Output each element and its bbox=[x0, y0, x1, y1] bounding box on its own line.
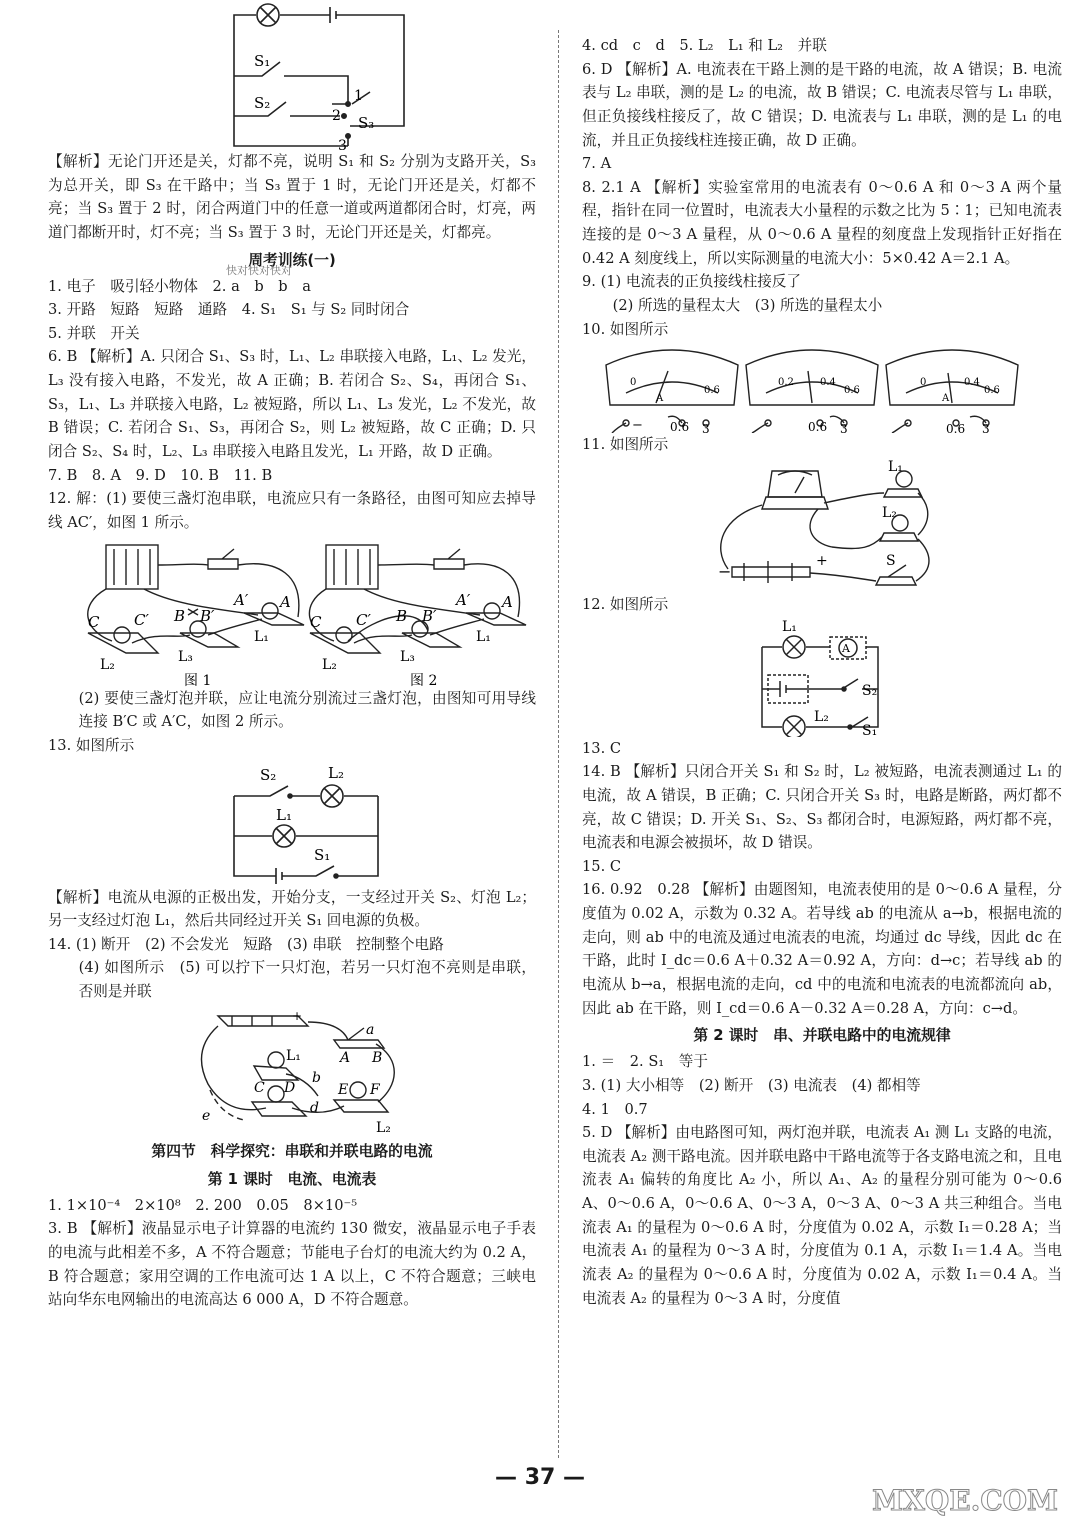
fig13-label-l2: L₂ bbox=[328, 763, 344, 782]
fig-label-2: 2 bbox=[332, 108, 341, 124]
section-title-4-1: 第 1 课时 电流、电流表 bbox=[207, 1170, 377, 1188]
analysis-paragraph-13: 【解析】电流从电源的正极出发，开始分支，一支经过开关 S₂、灯泡 L₂；另一支经过灯泡 L₁，然后共同经过开关 S₁ 回电源的负极。 bbox=[48, 888, 536, 930]
fig-11-ammeter-circuit bbox=[582, 457, 1062, 593]
fig1-label-l1: L₁ bbox=[254, 628, 269, 645]
fig1-label-bp: B′ bbox=[200, 606, 215, 625]
answer-line-6: 6. B 【解析】A. 只闭合 S₁、S₃ 时，L₁、L₂ 串联接入电路，L₁、L₂ 发光，L₃ 没有接入电路，不发光，故 A 正确；B. 若闭合 S₂、S₄，再闭合 S₁、S₃，L₁、L₃ 并联接入电路，L₂ 被短路，所以 L₁、L₃ 发光，L₂ 不发光，故 B 错误；C. 若闭合 S₁、S₃，再闭合 S₂，则 L₂ 被短路，故 C 正确；D. 只闭合 S₂、S₄ 时，L₂、L₃ 串联接入电路且发光，L₁ 开路，故 D 正确。 bbox=[48, 348, 536, 461]
fig14-label-A: A bbox=[340, 1049, 351, 1066]
fig14-label-b-small: b bbox=[312, 1069, 321, 1086]
answer-line-s5: 5. D 【解析】由电路图可知，两灯泡并联，电流表 A₁ 测 L₁ 支路的电流，电流表 A₂ 测干路电流。因并联电路中干路电流等于各支路电流之和，且电流表 A₁ 偏转的角度比 A₂ 小，所以 A₁、A₂ 的量程分别可能为 0～0.6 A、0～0.6 A，0～0.6 A、0～3 A，0～3 A、0～3 A 共三种组合。当电流表 A₁ 的量程为 0～0.6 A 时，分度值为 0.02 A，示数 I₁＝0.28 A；当电流表 A₁ 的量程为 0～3 A 时，分度值为 0.1 A，示数 I₁＝1.4 A。当电流表 A₂ 的量程为 0～0.6 A 时，分度值为 0.02 A，示数 I₁＝0.4 A。当电流表 A₂ 的量程为 0～3 A 时，分度值 bbox=[582, 1124, 1062, 1307]
dial2-terminal-06: 0.6 bbox=[808, 420, 828, 434]
fig-12-parallel-ammeter-circuit bbox=[582, 617, 1062, 737]
left-column bbox=[48, 0, 536, 1312]
watermark-small: 快对快对快对 bbox=[226, 264, 292, 277]
fig14-label-F: F bbox=[370, 1081, 380, 1098]
fig2-label-b: B bbox=[396, 606, 408, 625]
answer-line-s3: 3. (1) 大小相等 (2) 断开 (3) 电流表 (4) 都相等 bbox=[582, 1076, 921, 1094]
dial1-unit: A bbox=[656, 393, 664, 405]
fig-label-1: 1 bbox=[354, 88, 363, 104]
fig2-label-ap: A′ bbox=[456, 590, 471, 609]
fig14-label-e: e bbox=[202, 1107, 211, 1124]
fig-label-3: 3 bbox=[338, 138, 347, 150]
answer-line-r11: 11. 如图所示 bbox=[582, 436, 669, 454]
answer-line-3: 3. 开路 短路 短路 通路 4. S₁ S₁ 与 S₂ 同时闭合 bbox=[48, 301, 410, 319]
page-number: — 37 — bbox=[495, 1465, 585, 1490]
fig2-label-l2: L₂ bbox=[322, 656, 337, 673]
fig12r-label-s2: S₂ bbox=[862, 682, 878, 699]
svg-text:MXQE.COM: MXQE.COM bbox=[872, 1484, 1058, 1516]
dial2-tick-02: 0.2 bbox=[778, 377, 794, 389]
door-switch-circuit-figure bbox=[48, 0, 536, 150]
fig14-label-a-small: a bbox=[366, 1021, 375, 1038]
dial1-tick-0: 0 bbox=[630, 377, 637, 389]
section-title-4-2: 第 2 课时 串、并联电路中的电流规律 bbox=[693, 1027, 951, 1045]
dial1-terminal-3: 3 bbox=[702, 422, 710, 434]
column-divider bbox=[558, 30, 559, 1458]
fig2-label-l3: L₃ bbox=[400, 648, 415, 665]
dial3-tick-0: 0 bbox=[920, 377, 927, 389]
answer-line-r7: 7. A bbox=[582, 155, 612, 173]
fig2-label-a: A bbox=[502, 592, 513, 611]
answer-line-5: 5. 并联 开关 bbox=[48, 324, 140, 342]
answer-line-1b: 1. 1×10⁻⁴ 2×10⁸ 2. 200 0.05 8×10⁻⁵ bbox=[48, 1196, 358, 1214]
dial1-tick-06: 0.6 bbox=[704, 385, 720, 397]
fig13-label-l1: L₁ bbox=[276, 805, 292, 824]
answer-line-r6: 6. D 【解析】A. 电流表在干路上测的是干路的电流，故 A 错误；B. 电流表与 L₂ 串联，测的是 L₂ 的电流，故 B 错误；C. 电流表尽管与 L₁ 串联，但正负接线柱接反了，故 C 错误；D. 电流表与 L₁ 串联，测的是 L₁ 的电流，并且正负接线柱连接正确，故 D 正确。 bbox=[582, 60, 1062, 149]
fig1-label-l3: L₃ bbox=[178, 648, 193, 665]
fig-13-parallel-circuit bbox=[48, 758, 536, 886]
fig12r-label-s1: S₁ bbox=[862, 722, 878, 737]
answer-line-14a: 14. (1) 断开 (2) 不会发光 短路 (3) 串联 控制整个电路 bbox=[48, 935, 444, 953]
fig2-caption: 图 2 bbox=[410, 672, 438, 687]
answer-line-s4: 4. 1 0.7 bbox=[582, 1100, 648, 1118]
answer-line-s1: 1. ＝ 2. S₁ 等于 bbox=[582, 1053, 708, 1071]
answer-line-r16: 16. 0.92 0.28 【解析】由题图知，电流表使用的是 0～0.6 A 量程，分度值为 0.02 A，示数为 0.32 A。若导线 ab 的电流从 a→b，根据电流的走向，则 ab 中的电流及通过电流表的电流，均通过 dc 导线，因此 dc 在干路，此时 I_dc＝0.6 A＋0.32 A＝0.92 A，方向：d→c；若导线 ab 的电流从 b→a，根据电流的走向，cd 中的电流和电流表的电流都流向 ab，因此 ab 在干路，则 I_cd＝0.6 A－0.32 A＝0.28 A，方向：c→d。 bbox=[582, 881, 1062, 1017]
fig1-label-cp: C′ bbox=[134, 610, 149, 629]
fig2-label-c: C bbox=[310, 612, 322, 631]
site-watermark-logo bbox=[872, 1464, 1062, 1516]
fig-label-s1: S₁ bbox=[254, 52, 271, 70]
answer-line-13: 13. 如图所示 bbox=[48, 736, 135, 754]
answer-line-r13: 13. C bbox=[582, 739, 622, 757]
dial3-terminal-3: 3 bbox=[982, 422, 990, 434]
answer-line-3b: 3. B 【解析】液晶显示电子计算器的电流约 130 微安，液晶显示电子手表的电流与此相差不多，A 不符合题意；节能电子台灯的电流大约为 0.2 A，B 符合题意；家用空调的工作电流可达 1 A 以上，C 不符合题意；三峡电站向华东电网输出的电流高达 6 000 A，D 不符合题意。 bbox=[48, 1220, 536, 1309]
fig12r-label-l2: L₂ bbox=[814, 708, 829, 725]
dial3-tick-06: 0.6 bbox=[984, 385, 1000, 397]
dial2-tick-06: 0.6 bbox=[844, 385, 860, 397]
dial3-tick-04: 0.4 bbox=[964, 377, 980, 389]
analysis-paragraph: 【解析】无论门开还是关，灯都不亮，说明 S₁ 和 S₂ 分别为支路开关，S₃ 为总开关，即 S₃ 在干路中；当 S₃ 置于 1 时，无论门开还是关，灯都不亮；当 S₃ 置于 2 时，闭合两道门中的任意一道或两道都闭合时，灯亮，两道门都断开时，灯不亮；当 S₃ 置于 3 时，无论门开还是关，灯都亮。 bbox=[48, 153, 536, 241]
fig13-label-s2: S₂ bbox=[260, 765, 277, 784]
dial3-unit: A bbox=[942, 393, 950, 405]
answer-line-r9a: 9. (1) 电流表的正负接线柱接反了 bbox=[582, 273, 801, 291]
fig14-label-B: B bbox=[372, 1049, 383, 1066]
fig-label-s3: S₃ bbox=[358, 114, 375, 132]
answer-line-14b: (4) 如图所示 (5) 可以拧下一只灯泡，若另一只灯泡不亮则是串联，否则是并联 bbox=[78, 959, 536, 1001]
answer-line-r14: 14. B 【解析】只闭合开关 S₁ 和 S₂ 时，L₂ 被短路，电流表测通过 L₁ 的电流，故 A 错误，B 正确；C. 只闭合开关 S₃ 时，电路是断路，两灯都不亮，故 C 错误；D. 开关 S₁、S₂、S₃ 都闭合时，电源短路，两灯都不亮，电流表和电源会被损坏，故 D 错误。 bbox=[582, 763, 1062, 852]
fig14-label-l1: L₁ bbox=[286, 1047, 301, 1064]
fig1-label-a: A bbox=[280, 592, 291, 611]
fig2-label-l1: L₁ bbox=[476, 628, 491, 645]
dial3-terminal-06: 0.6 bbox=[946, 422, 966, 434]
fig14-label-d: d bbox=[310, 1099, 319, 1116]
section-title-weekly-test: 周考训练(一) bbox=[248, 251, 336, 269]
fig14-label-E: E bbox=[338, 1081, 349, 1098]
fig2-label-cp: C′ bbox=[356, 610, 371, 629]
dial1-terminal-06: 0.6 bbox=[670, 420, 690, 434]
dial1-terminal-minus: − bbox=[632, 418, 643, 434]
battery-plus: + bbox=[292, 1008, 303, 1023]
right-column bbox=[582, 0, 1062, 1310]
fig11-label-s: S bbox=[886, 552, 896, 569]
fig-14-series-lamps bbox=[48, 1004, 536, 1136]
fig-label-s2: S₂ bbox=[254, 94, 271, 112]
fig13-label-s1: S₁ bbox=[314, 845, 331, 864]
fig12r-ammeter-label: A bbox=[842, 641, 850, 655]
fig-1-and-2-lamp-circuits bbox=[48, 535, 536, 687]
fig11-label-plus: + bbox=[816, 552, 828, 569]
answer-line-12b: (2) 要使三盏灯泡并联，应让电流分别流过三盏灯泡，由图知可用导线连接 B′C 或 A′C，如图 2 所示。 bbox=[78, 689, 536, 731]
dial2-terminal-3: 3 bbox=[840, 422, 848, 434]
fig1-label-b: B bbox=[174, 606, 186, 625]
answer-line-r4: 4. cd c d 5. L₂ L₁ 和 L₂ 并联 bbox=[582, 37, 827, 54]
fig1-label-ap: A′ bbox=[234, 590, 249, 609]
fig14-label-D: D bbox=[284, 1079, 296, 1096]
answer-line-7: 7. B 8. A 9. D 10. B 11. B bbox=[48, 466, 273, 484]
answer-line-12a: 12. 解：(1) 要使三盏灯泡串联，电流应只有一条路径，由图可知应去掉导线 AC′，如图 1 所示。 bbox=[48, 490, 536, 531]
fig12r-label-l1: L₁ bbox=[782, 618, 797, 635]
fig1-label-c: C bbox=[88, 612, 100, 631]
fig1-caption: 图 1 bbox=[184, 672, 212, 687]
fig11-label-l2: L₂ bbox=[882, 504, 897, 521]
fig2-label-bp: B′ bbox=[422, 606, 437, 625]
fig11-label-minus: − bbox=[718, 561, 732, 581]
answer-line-r15: 15. C bbox=[582, 857, 622, 875]
answer-line-r9b: (2) 所选的量程太大 (3) 所选的量程太小 bbox=[612, 297, 883, 315]
fig14-label-l2: L₂ bbox=[376, 1119, 391, 1136]
dial2-tick-04: 0.4 bbox=[820, 377, 836, 389]
section-title-4: 第四节 科学探究：串联和并联电路的电流 bbox=[151, 1142, 433, 1160]
answer-line-1: 1. 电子 吸引轻小物体 2. a b b a bbox=[48, 277, 311, 295]
fig1-label-l2: L₂ bbox=[100, 656, 115, 673]
answer-line-r12: 12. 如图所示 bbox=[582, 595, 669, 613]
fig11-label-l1: L₁ bbox=[888, 458, 903, 475]
fig-10-ammeter-dials bbox=[582, 341, 1062, 433]
answer-line-r10: 10. 如图所示 bbox=[582, 320, 669, 338]
answer-line-r8: 8. 2.1 A 【解析】实验室常用的电流表有 0～0.6 A 和 0～3 A 两个量程，指针在同一位置时，电流表大小量程的示数之比为 5∶1；已知电流表连接的是 0～3 A 量程，从 0～0.6 A 量程的刻度盘上发现指针正好指在 0.42 A 刻度线上，所以实际测量的电流大小：5×0.42 A＝2.1 A。 bbox=[582, 178, 1062, 267]
fig14-label-C: C bbox=[254, 1079, 265, 1096]
